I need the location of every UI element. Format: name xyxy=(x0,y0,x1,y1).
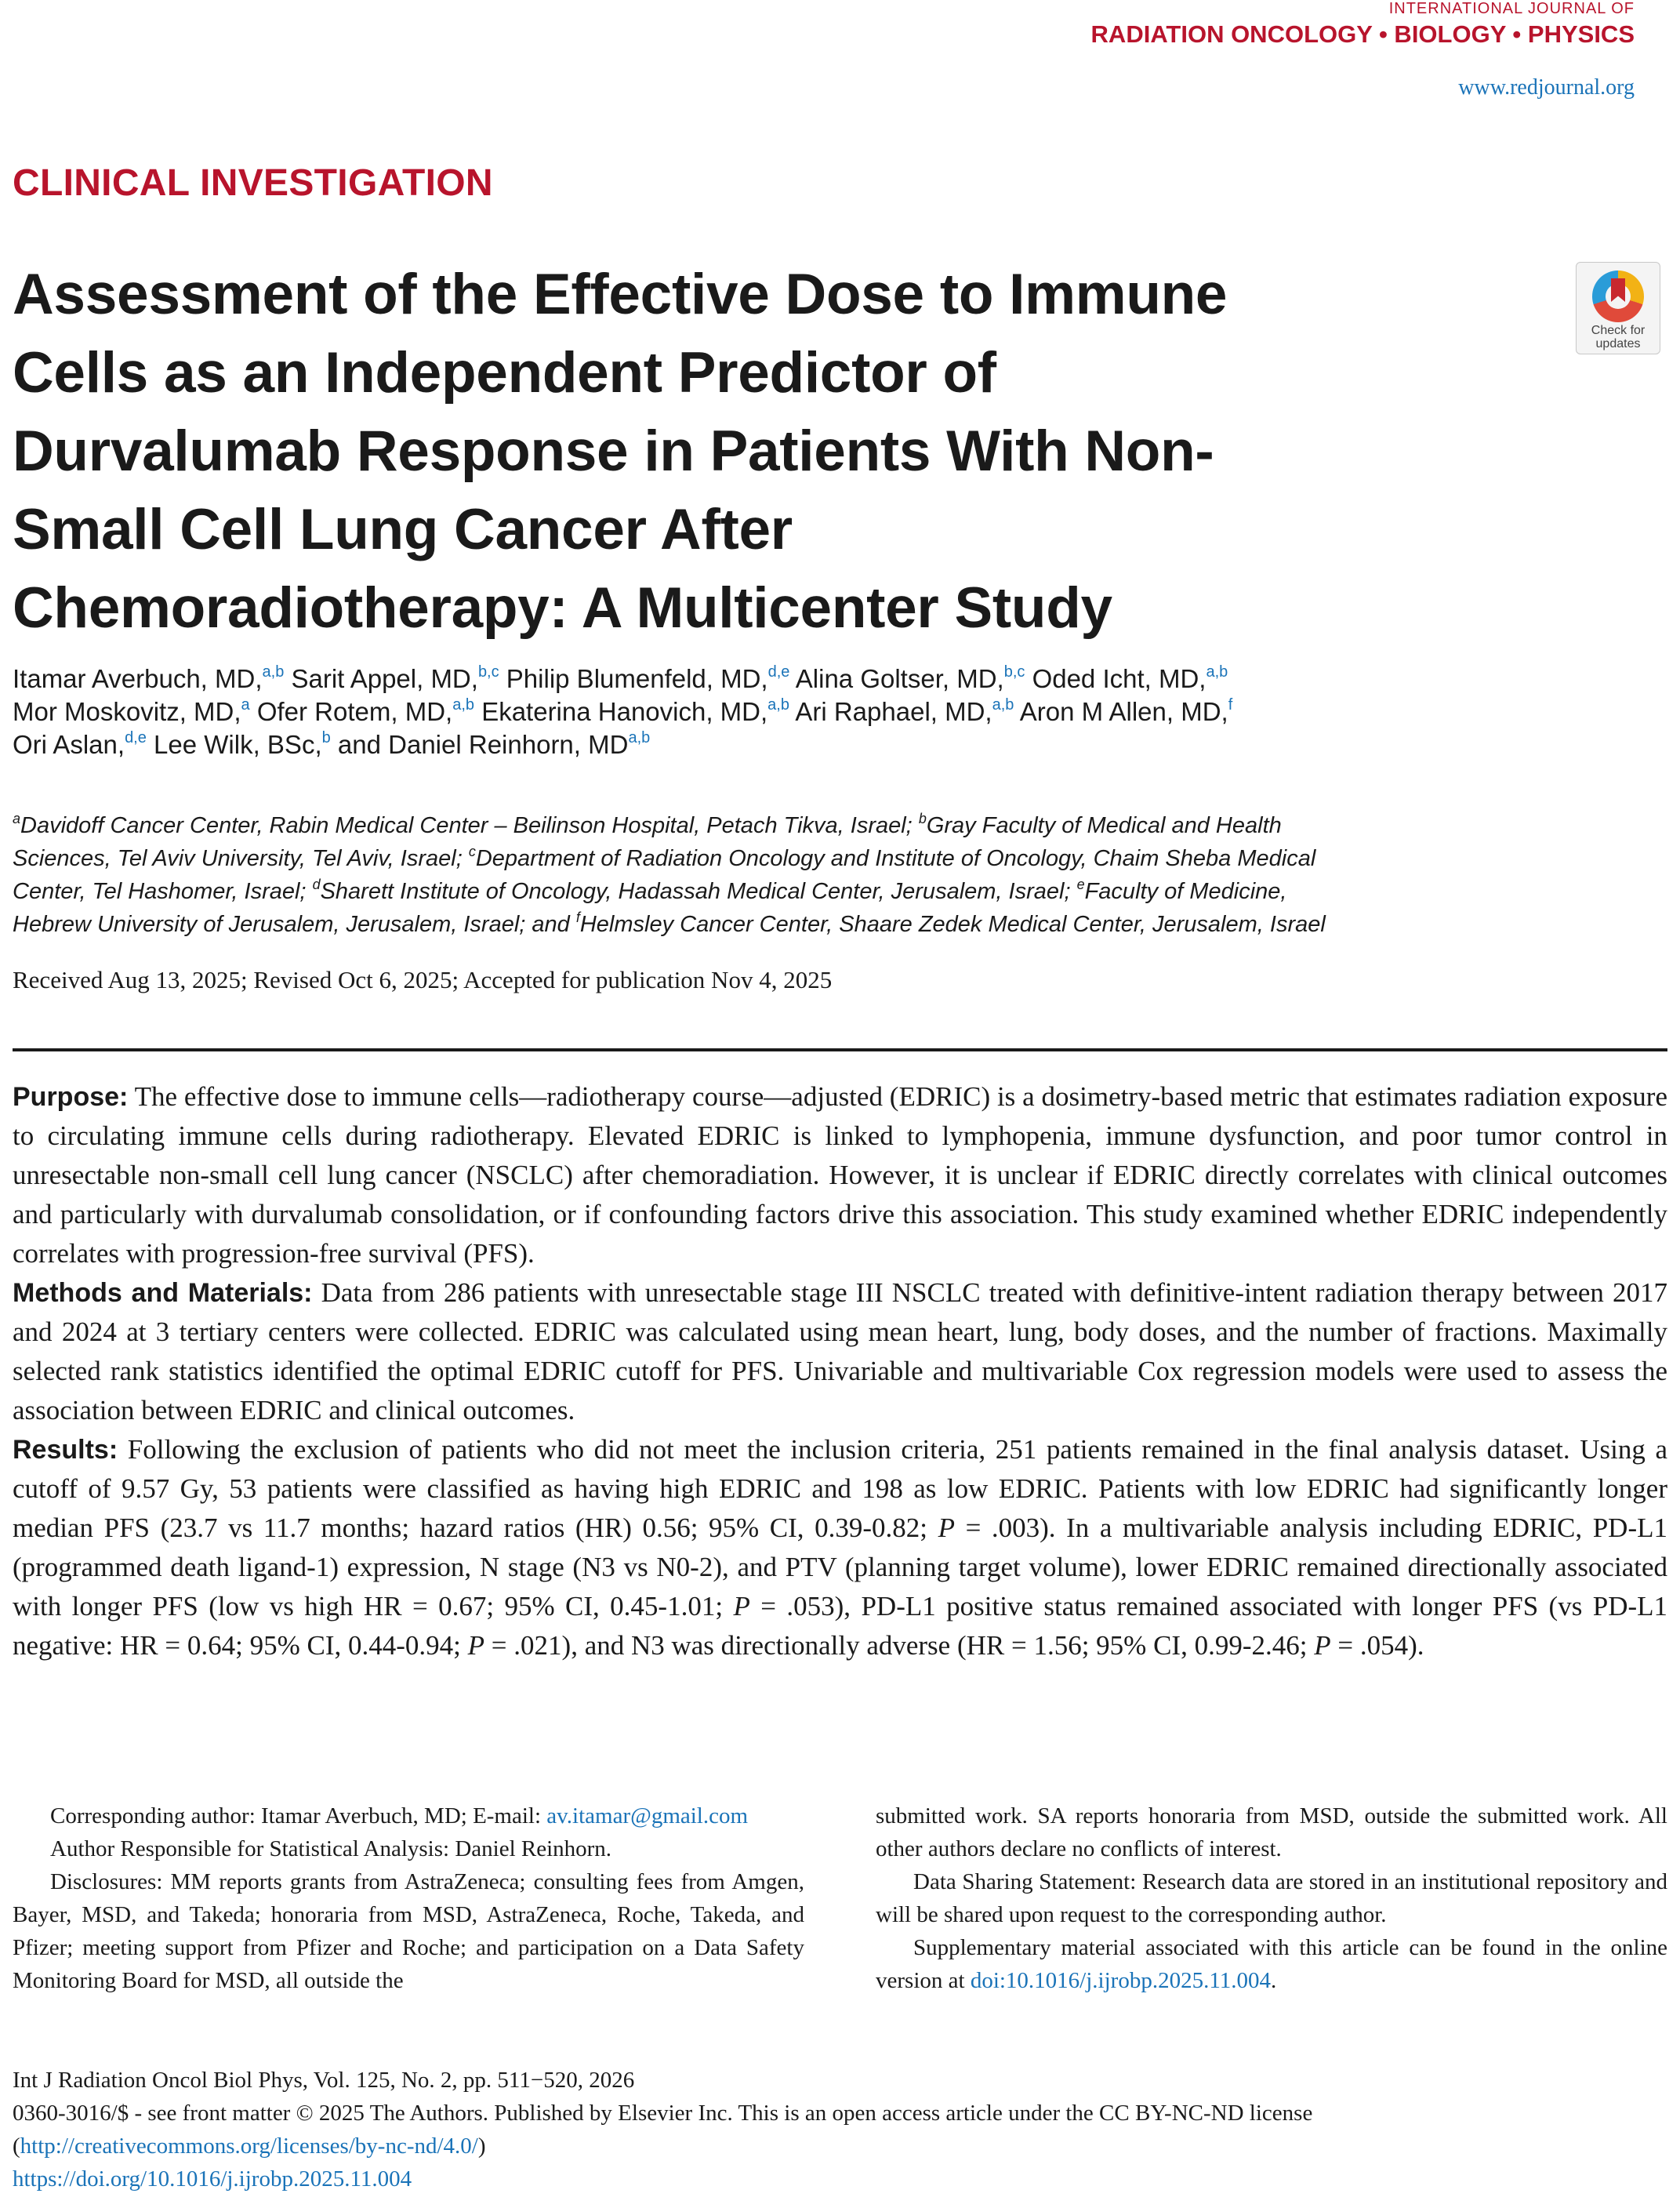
author-name: Ofer Rotem, MD, xyxy=(256,697,453,726)
author-name: Oded Icht, MD, xyxy=(1032,664,1206,693)
abstract-heading: Methods and Materials: xyxy=(13,1278,313,1308)
author-affiliation-link[interactable]: b,c xyxy=(1003,663,1025,681)
author-line xyxy=(13,728,1502,761)
title-line: Durvalumab Response in Patients With Non- xyxy=(13,419,1214,483)
journal-header xyxy=(941,0,1635,52)
author-affiliation-link[interactable]: a,b xyxy=(628,729,651,746)
author-name: Philip Blumenfeld, MD, xyxy=(506,664,768,693)
crossmark-icon xyxy=(1592,271,1644,322)
license-link[interactable]: http://creativecommons.org/licenses/by-nc-nd/4.0/ xyxy=(20,2133,478,2159)
author-name: Ari Raphael, MD, xyxy=(795,697,992,726)
author-affiliation-link[interactable]: a,b xyxy=(1206,663,1228,681)
disclosures-continued: submitted work. SA reports honoraria from MSD, outside the submitted work. All other authors declare no conflicts of interest. xyxy=(876,1803,1667,1861)
license-url: (http://creativecommons.org/licenses/by-nc-nd/4.0/) xyxy=(13,2133,486,2159)
received-dates: Received Aug 13, 2025; Revised Oct 6, 2025; Accepted for publication Nov 4, 2025 xyxy=(13,966,833,993)
author-affiliation-link[interactable]: b,c xyxy=(477,663,499,681)
check-for-updates-button[interactable] xyxy=(1576,262,1660,354)
article-title xyxy=(13,256,1392,648)
check-for-updates-label: Check for updates xyxy=(1591,324,1646,350)
author-list xyxy=(13,663,1502,761)
affiliation-line: Hebrew University of Jerusalem, Jerusalem, Israel; and $^f$Helmsley Cancer Center, Shaare Zedek Medical Center, Jerusalem, Israel xyxy=(13,910,1326,937)
affiliation-line: Sciences, Tel Aviv University, Tel Aviv, Israel; $^c$Department of Radiation Oncology and Institute of Oncology, Chaim Sheba Medical xyxy=(13,844,1316,871)
author-affiliation-link[interactable]: a xyxy=(241,696,250,714)
author-affiliation-link[interactable]: b xyxy=(321,729,331,746)
affiliations xyxy=(13,809,1549,941)
affiliation-line: $^a$Davidoff Cancer Center, Rabin Medical Center – Beilinson Hospital, Petach Tikva, Israel; $^b$Gray Faculty of Medical and Health xyxy=(13,811,1282,838)
author-affiliation-link[interactable]: d,e xyxy=(125,729,147,746)
affiliation-text: Department of Radiation Oncology and Institute of Oncology, Chaim Sheba Medical xyxy=(475,846,1316,871)
abstract-heading: Purpose: xyxy=(13,1082,129,1112)
footnotes-right xyxy=(876,1799,1667,1997)
corresponding-author: Corresponding author: Itamar Averbuch, MD; E-mail: av.itamar@gmail.com xyxy=(50,1803,749,1828)
footnotes-left xyxy=(13,1799,804,1997)
author-name: Aron M Allen, MD, xyxy=(1019,697,1228,726)
title-line: Chemoradiotherapy: A Multicenter Study xyxy=(13,576,1112,640)
divider xyxy=(13,1048,1667,1051)
title-line: Cells as an Independent Predictor of xyxy=(13,341,996,405)
doi-link[interactable]: https://doi.org/10.1016/j.ijrobp.2025.11.004 xyxy=(13,2166,412,2192)
title-line: Small Cell Lung Cancer After xyxy=(13,498,793,561)
title-line: Assessment of the Effective Dose to Immune xyxy=(13,263,1228,326)
author-affiliation-link[interactable]: a,b xyxy=(452,696,475,714)
supplementary-note: Supplementary material associated with this article can be found in the online version at doi:10.1016/j.ijrobp.2025.11.004. xyxy=(876,1935,1667,1993)
citation-block xyxy=(13,2064,1667,2195)
author-affiliation-link[interactable]: f xyxy=(1228,696,1233,714)
affiliation-text: Faculty of Medicine, xyxy=(1084,879,1287,904)
affiliation-text: Hebrew University of Jerusalem, Jerusalem, Israel; and xyxy=(13,912,576,937)
affiliation-line: Center, Tel Hashomer, Israel; $^d$Sharett Institute of Oncology, Hadassah Medical Center, Jerusalem, Israel; $^e$Faculty of Medicine, xyxy=(13,877,1287,904)
affiliation-text: Center, Tel Hashomer, Israel; xyxy=(13,879,313,904)
author-name: Lee Wilk, BSc, xyxy=(154,730,322,759)
author-line xyxy=(13,663,1502,695)
journal-name-line2: RADIATION ONCOLOGY • BIOLOGY • PHYSICS xyxy=(1090,20,1635,48)
disclosures: Disclosures: MM reports grants from AstraZeneca; consulting fees from Amgen, Bayer, MSD, and Takeda; honoraria from MSD, AstraZeneca, Roche, Takeda, and Pfizer; meeting support from Pfizer and Roche; and participation on a Data Safety Monitoring Board for MSD, all outside the xyxy=(13,1869,804,1993)
affiliation-text: Sciences, Tel Aviv University, Tel Aviv, Israel; xyxy=(13,846,469,871)
abstract-results: Results: Following the exclusion of patients who did not meet the inclusion criteria, 251 patients remained in the final analysis dataset. Using a cutoff of 9.57 Gy, 53 patients were classified as having high EDRIC and 198 as low EDRIC. Patients with low EDRIC had significantly longer median PFS (23.7 vs 11.7 months; hazard ratios (HR) 0.56; 95% CI, 0.39-0.82; P = .003). In a multivariable analysis including EDRIC, PD-L1 (programmed death ligand-1) expression, N stage (N3 vs N0-2), and PTV (planning target volume), lower EDRIC remained directionally associated with longer PFS (low vs high HR = 0.67; 95% CI, 0.45-1.01; P = .053), PD-L1 positive status remained associated with longer PFS (vs PD-L1 negative: HR = 0.64; 95% CI, 0.44-0.94; P = .021), and N3 was directionally adverse (HR = 1.56; 95% CI, 0.99-2.46; P = .054). xyxy=(13,1434,1668,1661)
author-name: Ori Aslan, xyxy=(13,730,125,759)
author-name: and Daniel Reinhorn, MD xyxy=(337,730,629,759)
data-sharing-statement: Data Sharing Statement: Research data are stored in an institutional repository and will be shared upon request to the corresponding author. xyxy=(876,1869,1667,1927)
author-affiliation-link[interactable]: a,b xyxy=(767,696,789,714)
author-name: Ekaterina Hanovich, MD, xyxy=(481,697,768,726)
author-affiliation-link[interactable]: a,b xyxy=(992,696,1014,714)
author-line xyxy=(13,695,1502,728)
statistical-analysis-note: Author Responsible for Statistical Analysis: Daniel Reinhorn. xyxy=(50,1836,612,1861)
affiliation-text: Sharett Institute of Oncology, Hadassah Medical Center, Jerusalem, Israel; xyxy=(320,879,1077,904)
author-name: Itamar Averbuch, MD, xyxy=(13,664,263,693)
author-name: Alina Goltser, MD, xyxy=(795,664,1004,693)
author-affiliation-link[interactable]: d,e xyxy=(767,663,790,681)
abstract xyxy=(13,1077,1667,1665)
email-link[interactable]: av.itamar@gmail.com xyxy=(546,1803,749,1828)
section-label: CLINICAL INVESTIGATION xyxy=(13,162,493,204)
affiliation-text: Helmsley Cancer Center, Shaare Zedek Medical Center, Jerusalem, Israel xyxy=(579,912,1326,937)
author-affiliation-link[interactable]: a,b xyxy=(262,663,285,681)
affiliation-text: Gray Faculty of Medical and Health xyxy=(926,813,1282,838)
abstract-methods: Methods and Materials: Data from 286 patients with unresectable stage III NSCLC treated with definitive-intent radiation therapy between 2017 and 2024 at 3 tertiary centers were collected. EDRIC was calculated using mean heart, lung, body doses, and the number of fractions. Maximally selected rank statistics identified the optimal EDRIC cutoff for PFS. Univariable and multivariable Cox regression models were used to assess the association between EDRIC and clinical outcomes. xyxy=(13,1277,1667,1425)
supplementary-doi-link[interactable]: doi:10.1016/j.ijrobp.2025.11.004 xyxy=(970,1968,1271,1993)
citation-line: Int J Radiation Oncol Biol Phys, Vol. 125, No. 2, pp. 511−520, 2026 xyxy=(13,2068,635,2093)
affiliation-text: Davidoff Cancer Center, Rabin Medical Center – Beilinson Hospital, Petach Tikva, Israel; xyxy=(20,813,919,838)
license-line: 0360-3016/$ - see front matter © 2025 The Authors. Published by Elsevier Inc. This is an open access article under the CC BY-NC-ND license xyxy=(13,2101,1313,2126)
abstract-heading: Results: xyxy=(13,1435,118,1465)
journal-name-line1: INTERNATIONAL JOURNAL OF xyxy=(1388,0,1635,17)
author-name: Sarit Appel, MD, xyxy=(291,664,478,693)
abstract-purpose: Purpose: The effective dose to immune cells—radiotherapy course—adjusted (EDRIC) is a dosimetry-based metric that estimates radiation exposure to circulating immune cells during radiotherapy. Elevated EDRIC is linked to lymphopenia, immune dysfunction, and poor tumor control in unresectable non-small cell lung cancer (NSCLC) after chemoradiation. However, it is unclear if EDRIC directly correlates with clinical outcomes and particularly with durvalumab consolidation, or if confounding factors drive this association. This study examined whether EDRIC independently correlates with progression-free survival (PFS). xyxy=(13,1081,1667,1269)
author-name: Mor Moskovitz, MD, xyxy=(13,697,241,726)
journal-website-link[interactable]: www.redjournal.org xyxy=(1458,75,1635,100)
